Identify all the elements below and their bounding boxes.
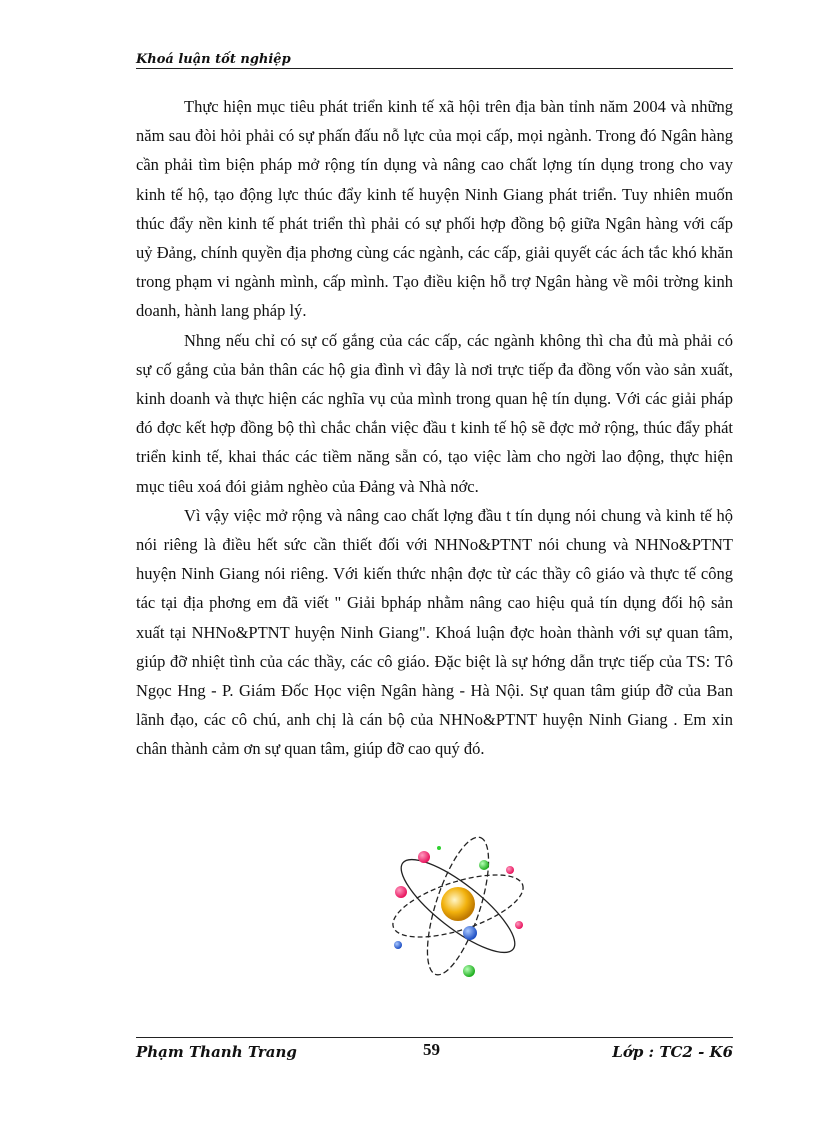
footer-class: Lớp : TC2 - K6 bbox=[612, 1043, 733, 1061]
atom-icon bbox=[378, 828, 538, 988]
paragraph-3: Vì vậy việc mở rộng và nâng cao chất lợng đầu t tín dụng nói chung và kinh tế hộ nói riêng là điều hết sức cần thiết đối với NHNo&PTNT nói chung và NHNo&PTNT huyện Ninh Giang nói riêng. Với kiến thức nhận đợc từ các thầy cô giáo và thực tế công tác tại địa phơng em đã viết " Giải bpháp nhằm nâng cao hiệu quả tín dụng đối hộ sản xuất tại NHNo&PTNT huyện Ninh Giang". Khoá luận đợc hoàn thành với sự quan tâm, giúp đỡ nhiệt tình của các thầy, các cô giáo. Đặc biệt là sự hớng dẫn trực tiếp của TS: Tô Ngọc Hng - P. Giám Đốc Học viện Ngân hàng - Hà Nội. Sự quan tâm giúp đỡ của Ban lãnh đạo, các cô chú, anh chị là cán bộ của NHNo&PTNT huyện Ninh Giang . Em xin chân thành cảm ơn sự quan tâm, giúp đỡ cao quý đó. bbox=[136, 505, 733, 759]
nucleus bbox=[441, 887, 475, 921]
electron bbox=[463, 926, 477, 940]
header-title: Khoá luận tốt nghiệp bbox=[136, 52, 291, 67]
electron bbox=[395, 886, 407, 898]
footer-author: Phạm Thanh Trang bbox=[136, 1043, 297, 1061]
electron bbox=[394, 941, 402, 949]
electron bbox=[479, 860, 489, 870]
footer-divider bbox=[136, 1037, 733, 1038]
electron bbox=[506, 866, 514, 874]
page-number: 59 bbox=[423, 1040, 440, 1059]
electron bbox=[418, 851, 430, 863]
electron bbox=[437, 846, 441, 850]
paragraph-2: Nhng nếu chỉ có sự cố gắng của các cấp, các ngành không thì cha đủ mà phải có sự cố gắng của bản thân các hộ gia đình vì đây là nơi trực tiếp đa đồng vốn vào sản xuất, kinh doanh và thực hiện các nghĩa vụ của mình trong quan hệ tín dụng. Với các giải pháp đó đợc kết hợp đồng bộ thì chắc chắn việc đầu t kinh tế hộ sẽ đợc mở rộng, thúc đẩy phát triển kinh tế, khai thác các tiềm năng sẵn có, tạo việc làm cho ngời lao động, thực hiện mục tiêu xoá đói giảm nghèo của Đảng và Nhà nớc. bbox=[136, 330, 733, 496]
paragraph-1: Thực hiện mục tiêu phát triển kinh tế xã hội trên địa bàn tỉnh năm 2004 và những năm sau đòi hỏi phải có sự phấn đấu nỗ lực của mọi cấp, mọi ngành. Trong đó Ngân hàng cần phải tìm biện pháp mở rộng tín dụng và nâng cao chất lợng tín dụng trong cho vay kinh tế hộ, tạo động lực thúc đẩy kinh tế huyện Ninh Giang phát triển. Tuy nhiên muốn thúc đẩy nền kinh tế phát triển thì phải có sự phối hợp đồng bộ giữa Ngân hàng với cấp uỷ Đảng, chính quyền địa phơng cùng các ngành, các cấp, giải quyết các ách tắc khó khăn trong phạm vi ngành mình, cấp mình. Tạo điều kiện hỗ trợ Ngân hàng về môi trờng kinh doanh, hành lang pháp lý. bbox=[136, 97, 733, 321]
page-header bbox=[136, 50, 733, 69]
electron bbox=[515, 921, 523, 929]
electron bbox=[463, 965, 475, 977]
document-body bbox=[136, 92, 733, 764]
